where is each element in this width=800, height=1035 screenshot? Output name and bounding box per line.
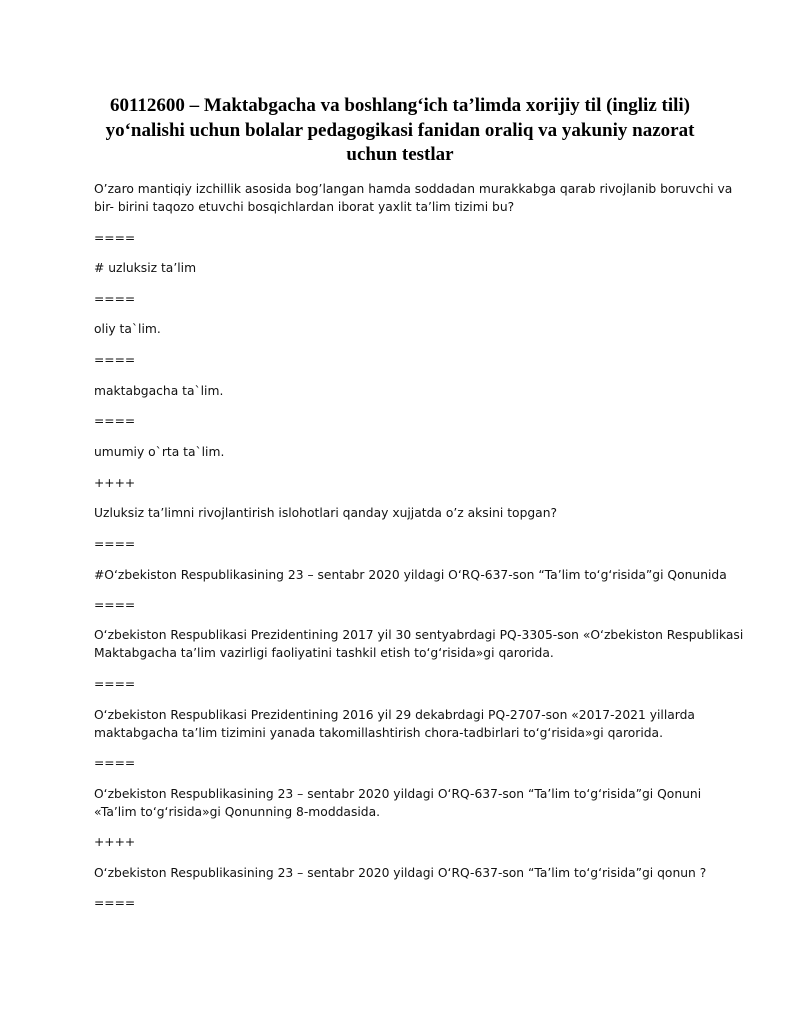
separator bbox=[94, 412, 714, 430]
text-line: maktabgacha ta`lim. bbox=[94, 384, 224, 398]
answer-option bbox=[94, 626, 744, 662]
answer-option bbox=[94, 706, 714, 742]
text-line: ==== bbox=[94, 353, 136, 367]
text-line: O‘zbekiston Respublikasining 23 – sentabr 2020 yildagi O‘RQ-637-son “Ta’lim to‘g‘risida”gi Qonuni bbox=[94, 787, 702, 801]
text-line: O’zaro mantiqiy izchillik asosida bog’langan hamda soddadan murakkabga qarab rivojlanib boruvchi va bbox=[94, 182, 733, 196]
document-title bbox=[95, 94, 705, 168]
separator bbox=[94, 596, 714, 614]
text-line: ==== bbox=[94, 598, 136, 612]
separator bbox=[94, 290, 714, 308]
text-line: umumiy o`rta ta`lim. bbox=[94, 445, 225, 459]
text-line: ==== bbox=[94, 414, 136, 428]
title-line: yo‘nalishi uchun bolalar pedagogikasi fanidan oraliq va yakuniy nazorat bbox=[105, 119, 695, 141]
answer-option bbox=[94, 785, 714, 821]
text-line: O‘zbekiston Respublikasi Prezidentining 2017 yil 30 sentyabrdagi PQ-3305-son «O‘zbekiston Respublikasi bbox=[94, 628, 744, 642]
text-line: ==== bbox=[94, 292, 136, 306]
text-line: #O‘zbekiston Respublikasining 23 – sentabr 2020 yildagi O‘RQ-637-son “Ta’lim to‘g‘risida”gi Qonunida bbox=[94, 568, 727, 582]
text-line: bir- birini taqozo etuvchi bosqichlardan iborat yaxlit ta’lim tizimi bu? bbox=[94, 200, 515, 214]
text-line: ==== bbox=[94, 677, 136, 691]
text-line: ==== bbox=[94, 231, 136, 245]
title-line: uchun testlar bbox=[346, 144, 454, 165]
text-line: # uzluksiz ta’lim bbox=[94, 261, 197, 275]
title-line: 60112600 – Maktabgacha va boshlang‘ich ta’limda xorijiy til (ingliz tili) bbox=[109, 95, 691, 116]
text-line: Uzluksiz ta’limni rivojlantirish islohotlari qanday xujjatda o’z aksini topgan? bbox=[94, 506, 558, 520]
separator bbox=[94, 229, 714, 247]
text-line: maktabgacha ta’lim tizimini yanada takomillashtirish chora-tadbirlari to‘g‘risida»gi qarorida. bbox=[94, 726, 663, 740]
separator bbox=[94, 894, 714, 912]
answer-option bbox=[94, 443, 714, 461]
text-line: «Ta’lim to‘g‘risida»gi Qonunning 8-moddasida. bbox=[94, 805, 381, 819]
separator bbox=[94, 351, 714, 369]
text-line: O‘zbekiston Respublikasining 23 – sentabr 2020 yildagi O‘RQ-637-son “Ta’lim to‘g‘risida”gi qonun ? bbox=[94, 866, 707, 880]
separator bbox=[94, 754, 714, 772]
answer-option bbox=[94, 382, 714, 400]
separator bbox=[94, 535, 714, 553]
question-text bbox=[94, 504, 714, 522]
text-line: ==== bbox=[94, 896, 136, 910]
correct-answer bbox=[94, 566, 727, 584]
text-line: ++++ bbox=[94, 476, 136, 490]
question-separator bbox=[94, 474, 714, 492]
question-text bbox=[94, 180, 733, 216]
separator bbox=[94, 675, 714, 693]
correct-answer bbox=[94, 259, 714, 277]
text-line: ++++ bbox=[94, 835, 136, 849]
text-line: ==== bbox=[94, 537, 136, 551]
text-line: O‘zbekiston Respublikasi Prezidentining 2016 yil 29 dekabrdagi PQ-2707-son «2017-2021 yillarda bbox=[94, 708, 695, 722]
answer-option bbox=[94, 320, 714, 338]
text-line: Maktabgacha ta’lim vazirligi faoliyatini tashkil etish to‘g‘risida»gi qarorida. bbox=[94, 646, 554, 660]
text-line: oliy ta`lim. bbox=[94, 322, 161, 336]
text-line: ==== bbox=[94, 756, 136, 770]
question-separator bbox=[94, 833, 714, 851]
question-text bbox=[94, 864, 714, 882]
